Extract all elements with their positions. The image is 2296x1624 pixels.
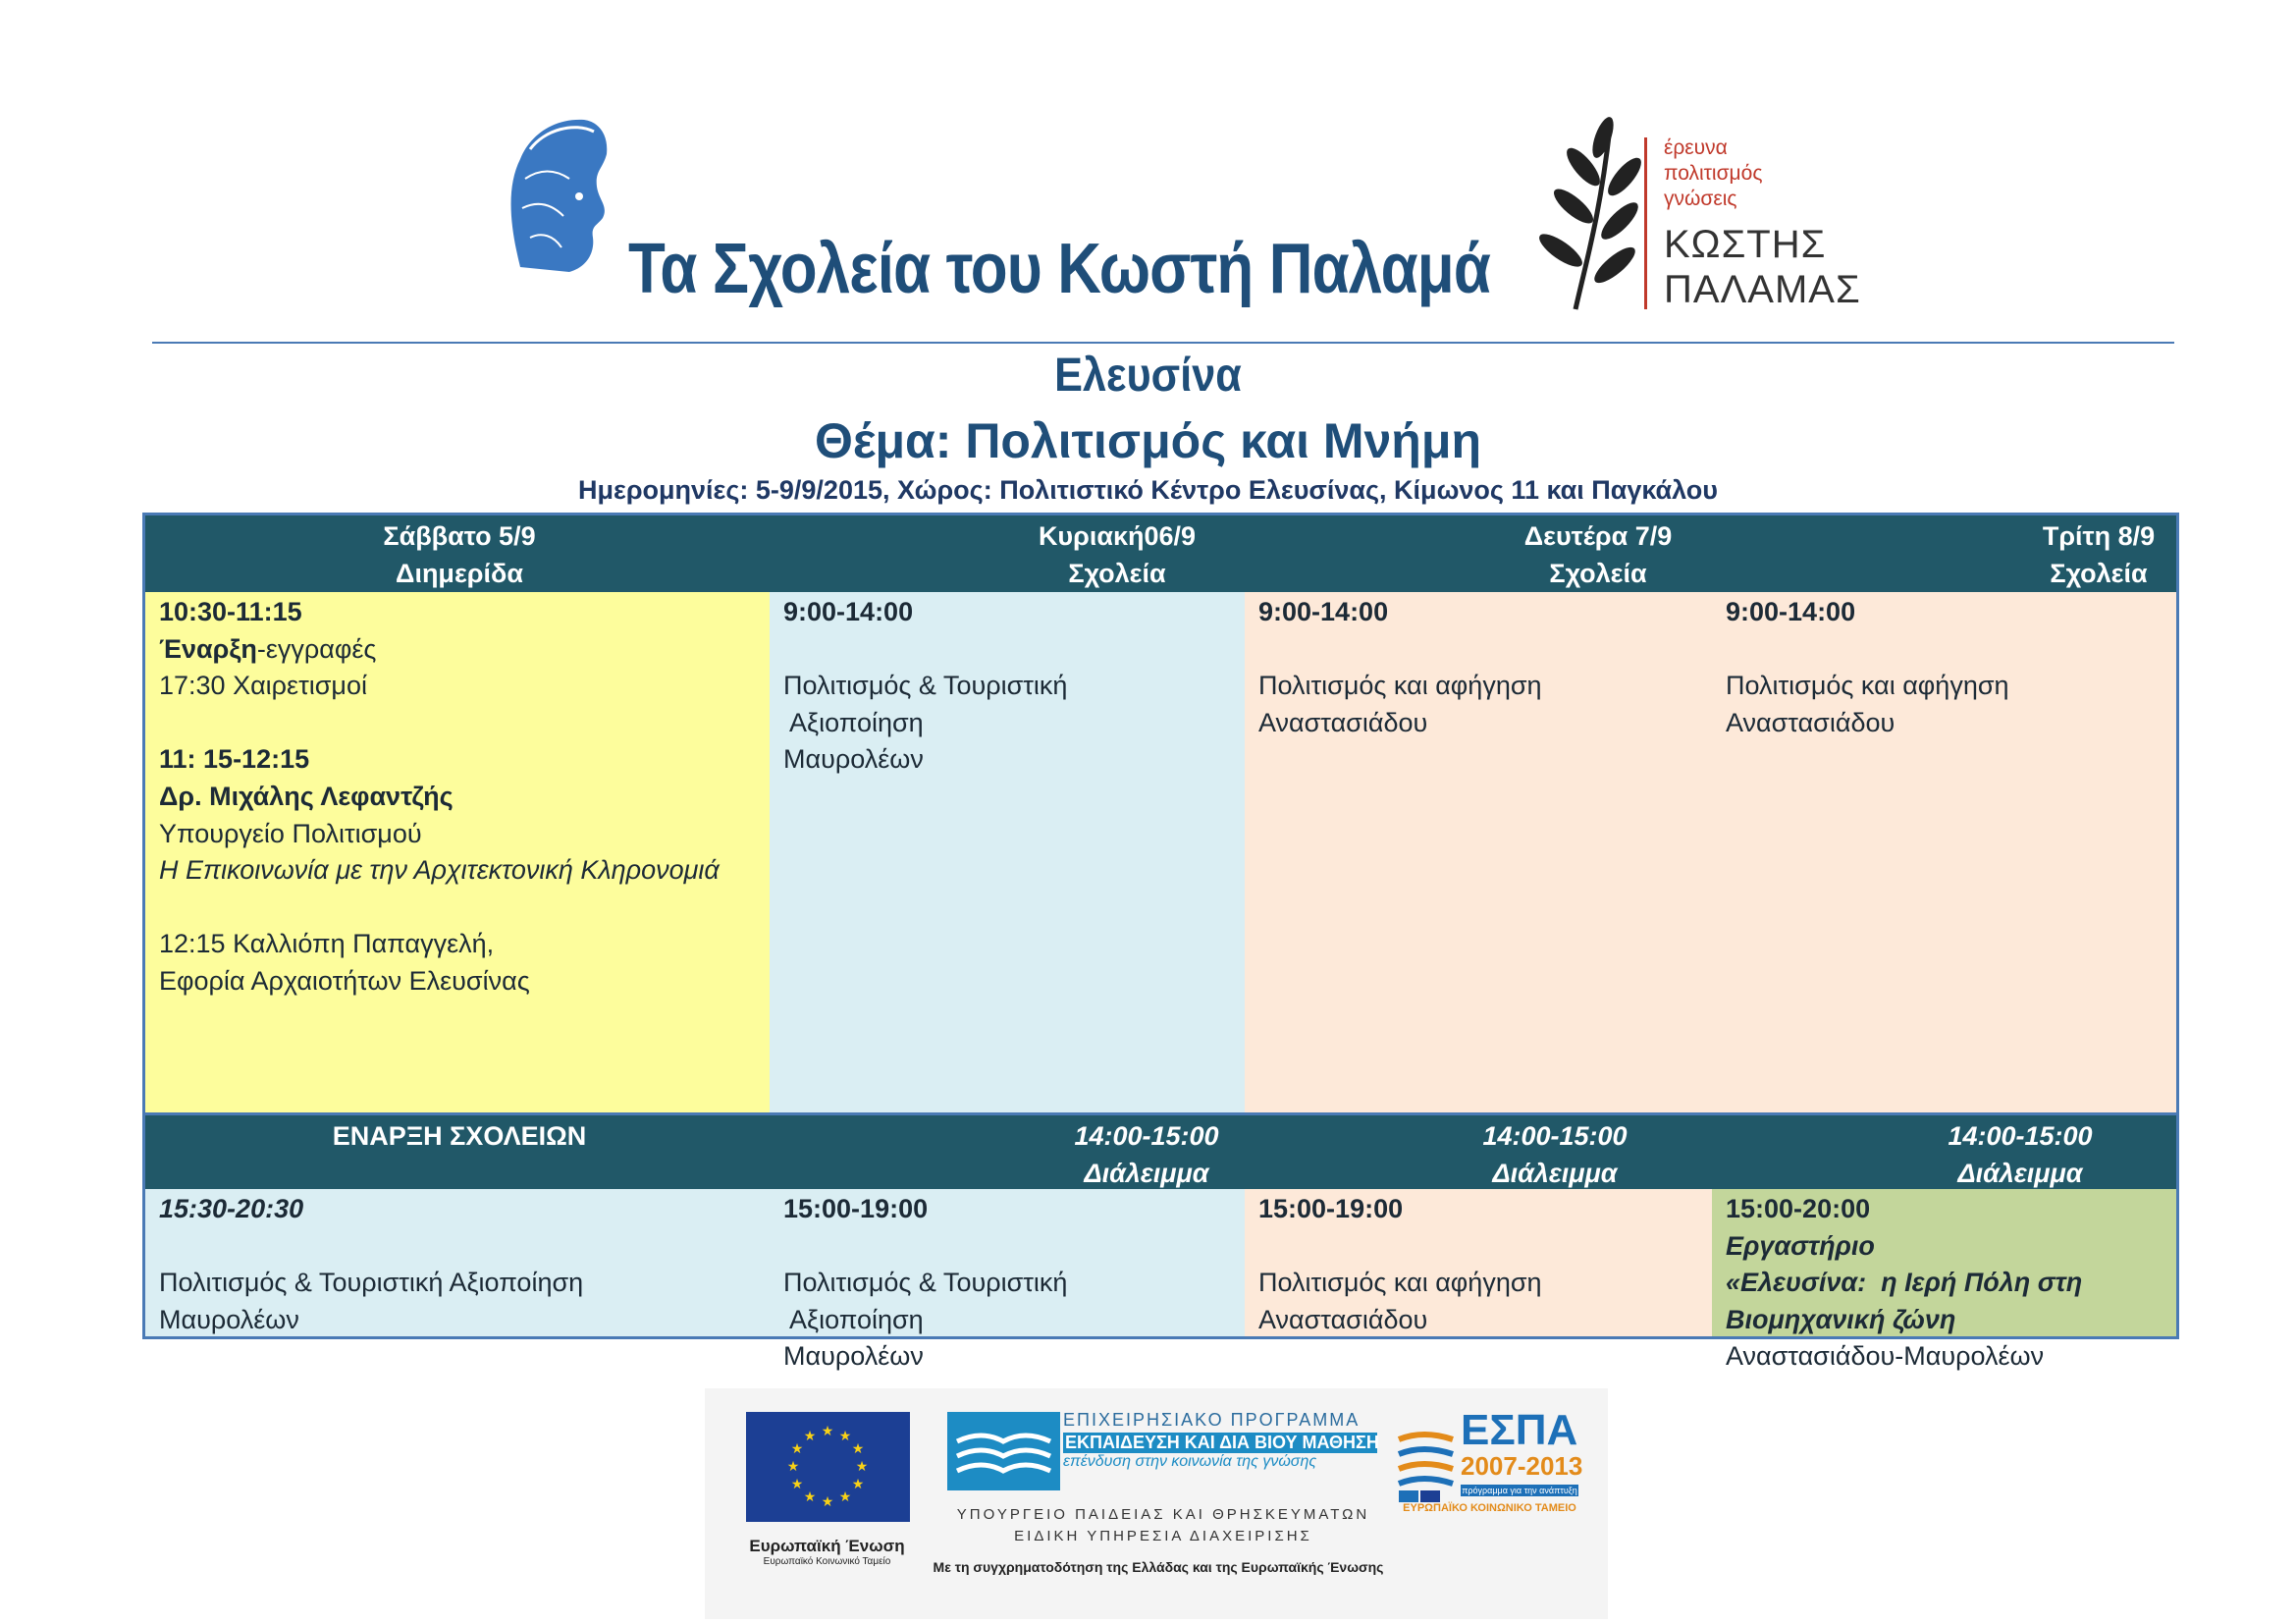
- location-subtitle: Ελευσίνα: [1054, 350, 1242, 402]
- session-time: 15:00-20:00: [1726, 1194, 1871, 1223]
- speaker-name: 12:15 Καλλιόπη Παπαγγελή,: [159, 929, 495, 959]
- day-header-tue: [1893, 517, 2296, 592]
- speaker-organization: Εφορία Αρχαιοτήτων Ελευσίνας: [159, 965, 530, 996]
- op-book-logo: [947, 1412, 1060, 1490]
- opening-suffix: -εγγραφές: [256, 633, 377, 664]
- svg-text:★: ★: [786, 1459, 800, 1475]
- speaker-organization: Υπουργείο Πολιτισμού: [159, 818, 422, 848]
- partner-divider: [1644, 137, 1647, 309]
- partner-tagline-line: γνώσεις: [1664, 188, 1737, 210]
- ministry-name: ΥΠΟΥΡΓΕΙΟ ΠΑΙΔΕΙΑΣ ΚΑΙ ΘΡΗΣΚΕΥΜΑΤΩΝ: [956, 1506, 1370, 1523]
- schedule-table: [142, 513, 2179, 1372]
- eu-fund: Ευρωπαϊκό Κοινωνικό Ταμείο: [763, 1556, 891, 1567]
- session-title-cont: Αξιοποίηση: [783, 1304, 924, 1334]
- session-title: Πολιτισμός & Τουριστική Αξιοποίηση: [159, 1268, 584, 1298]
- svg-text:★: ★: [790, 1477, 804, 1492]
- cofunding-note: Με τη συγχρηματοδότηση της Ελλάδας και της Ευρωπαϊκής Ένωσης: [933, 1559, 1384, 1575]
- session-time: 9:00-14:00: [783, 597, 914, 626]
- ministry-caption: [947, 1504, 1379, 1547]
- day-type: Σχολεία: [1068, 559, 1166, 588]
- break-tue: [1873, 1117, 2167, 1192]
- workshop-title: «Ελευσίνα: η Ιερή Πόλη στη: [1726, 1268, 2083, 1298]
- morning-cell-sat: [145, 592, 770, 1112]
- session-instructor: Μαυρολέων: [783, 1341, 924, 1372]
- theme-heading: Θέμα: Πολιτισμός και Μνήμη: [815, 413, 1481, 468]
- break-label: Διάλειμμα: [1084, 1159, 1209, 1188]
- session-time: 10:30-11:15: [159, 597, 302, 626]
- eu-name: Ευρωπαϊκή Ένωση: [749, 1537, 905, 1555]
- speaker-name: Δρ. Μιχάλης Λεφαντζής: [159, 781, 454, 811]
- session-title: Πολιτισμός και αφήγηση: [1726, 671, 2009, 701]
- day-header-sat: [145, 517, 774, 592]
- session-time: 15:30-20:30: [159, 1194, 304, 1223]
- partner-name-line: ΚΩΣΤΗΣ: [1664, 223, 1827, 266]
- day-type: Διημερίδα: [396, 559, 523, 588]
- day-name: Σάββατο 5/9: [383, 521, 536, 551]
- partner-tagline-line: πολιτισμός: [1664, 162, 1763, 185]
- day-name: Δευτέρα 7/9: [1523, 521, 1673, 551]
- management-service: ΕΙΔΙΚΗ ΥΠΗΡΕΣΙΑ ΔΙΑΧΕΙΡΙΣΗΣ: [1014, 1528, 1312, 1544]
- morning-cell-mon: [1245, 592, 1712, 1112]
- afternoon-cell-tue: [1712, 1189, 2176, 1372]
- session-instructor: Μαυρολέων: [783, 744, 924, 775]
- break-label: Διάλειμμα: [1957, 1159, 2083, 1188]
- break-time: 14:00-15:00: [1482, 1121, 1628, 1151]
- workshop-title-cont: Βιομηχανική ζώνη: [1726, 1304, 1956, 1334]
- session-time: 9:00-14:00: [1726, 597, 1856, 626]
- day-type: Σχολεία: [1549, 559, 1647, 588]
- afternoon-cell-sat: [145, 1189, 770, 1336]
- session-time: 15:00-19:00: [1258, 1194, 1404, 1223]
- svg-text:★: ★: [803, 1489, 817, 1505]
- break-label: Διάλειμμα: [1492, 1159, 1618, 1188]
- dates-venue-line: Ημερομηνίες: 5-9/9/2015, Χώρος: Πολιτιστικό Κέντρο Ελευσίνας, Κίμωνος 11 και Παγκάλου: [577, 475, 1718, 505]
- break-time: 14:00-15:00: [1948, 1121, 2093, 1151]
- eu-caption: [736, 1537, 918, 1567]
- session-instructor: Αναστασιάδου: [1726, 707, 1896, 737]
- session-time: 9:00-14:00: [1258, 597, 1389, 626]
- svg-text:★: ★: [851, 1441, 865, 1457]
- session-title: Πολιτισμός και αφήγηση: [1258, 671, 1542, 701]
- session-instructor: Αναστασιάδου: [1258, 1304, 1428, 1334]
- partner-name: [1664, 222, 1861, 312]
- op-slogan: επένδυση στην κοινωνία της γνώσης: [1063, 1453, 1317, 1470]
- table-header-row: [145, 515, 2176, 592]
- eu-flag-icon: [746, 1412, 910, 1522]
- op-title: ΕΠΙΧΕΙΡΗΣΙΑΚΟ ΠΡΟΓΡΑΜΜΑ: [1063, 1410, 1361, 1430]
- svg-text:★: ★: [790, 1441, 804, 1457]
- svg-text:★: ★: [821, 1494, 834, 1510]
- talk-title: Η Επικοινωνία με την Αρχιτεκτονική Κληρονομιά: [159, 855, 720, 886]
- break-row: [145, 1115, 2176, 1189]
- day-name: Κυριακή06/9: [1038, 521, 1197, 551]
- partner-tagline-line: έρευνα: [1664, 136, 1728, 159]
- session-opening: [159, 631, 756, 669]
- session-time: 15:00-19:00: [783, 1194, 929, 1223]
- session-greetings: 17:30 Χαιρετισμοί: [159, 671, 367, 701]
- session-title: Πολιτισμός και αφήγηση: [1258, 1268, 1542, 1298]
- opening-label: Έναρξη: [159, 633, 257, 664]
- athena-head-logo: [501, 110, 616, 282]
- break-mon: [1408, 1117, 1702, 1192]
- svg-text:★: ★: [855, 1459, 869, 1475]
- break-sun: [999, 1117, 1294, 1192]
- session-instructor: Αναστασιάδου: [1258, 707, 1428, 737]
- espa-name: ΕΣΠΑ: [1461, 1406, 1578, 1454]
- morning-cell-sun: [770, 592, 1245, 1112]
- session-title: Πολιτισμός & Τουριστική: [783, 1268, 1068, 1298]
- day-type: Σχολεία: [2050, 559, 2148, 588]
- partner-tagline: [1664, 135, 1762, 212]
- header-divider: [152, 342, 2174, 344]
- morning-cell-tue: [1712, 592, 2176, 1112]
- day-header-mon: [1392, 517, 1804, 592]
- svg-text:★: ★: [803, 1429, 817, 1444]
- svg-text:★: ★: [838, 1489, 852, 1505]
- svg-text:★: ★: [851, 1477, 865, 1492]
- svg-text:★: ★: [838, 1429, 852, 1444]
- partner-name-line: ΠΑΛΑΜΑΣ: [1664, 268, 1861, 311]
- session-title: Πολιτισμός & Τουριστική: [783, 671, 1068, 701]
- break-time: 14:00-15:00: [1074, 1121, 1219, 1151]
- day-header-sun: [911, 517, 1323, 592]
- school-opening-label: ΕΝΑΡΞΗ ΣΧΟΛΕΙΩΝ: [332, 1121, 587, 1151]
- main-title: Τα Σχολεία του Κωστή Παλαμά: [628, 230, 1491, 308]
- afternoon-cell-mon: [1245, 1189, 1712, 1336]
- session-time: 11: 15-12:15: [159, 744, 310, 775]
- afternoon-cell-sun: [770, 1189, 1245, 1372]
- espa-years: 2007-2013: [1461, 1451, 1583, 1481]
- espa-motto: πρόγραμμα για την ανάπτυξη: [1462, 1486, 1577, 1495]
- day-name: Τρίτη 8/9: [2042, 521, 2156, 551]
- op-program: ΕΚΠΑΙΔΕΥΣΗ ΚΑΙ ΔΙΑ ΒΙΟΥ ΜΑΘΗΣΗ: [1065, 1433, 1379, 1452]
- session-instructor: Μαυρολέων: [159, 1304, 299, 1334]
- svg-text:★: ★: [821, 1424, 834, 1439]
- espa-fund: ΕΥΡΩΠΑΪΚΟ ΚΟΙΝΩΝΙΚΟ ΤΑΜΕΙΟ: [1403, 1502, 1576, 1514]
- workshop-label: Εργαστήριο: [1726, 1230, 1875, 1261]
- session-instructor: Αναστασιάδου-Μαυρολέων: [1726, 1341, 2045, 1372]
- session-title-cont: Αξιοποίηση: [783, 707, 924, 737]
- op-caption: [1063, 1410, 1377, 1471]
